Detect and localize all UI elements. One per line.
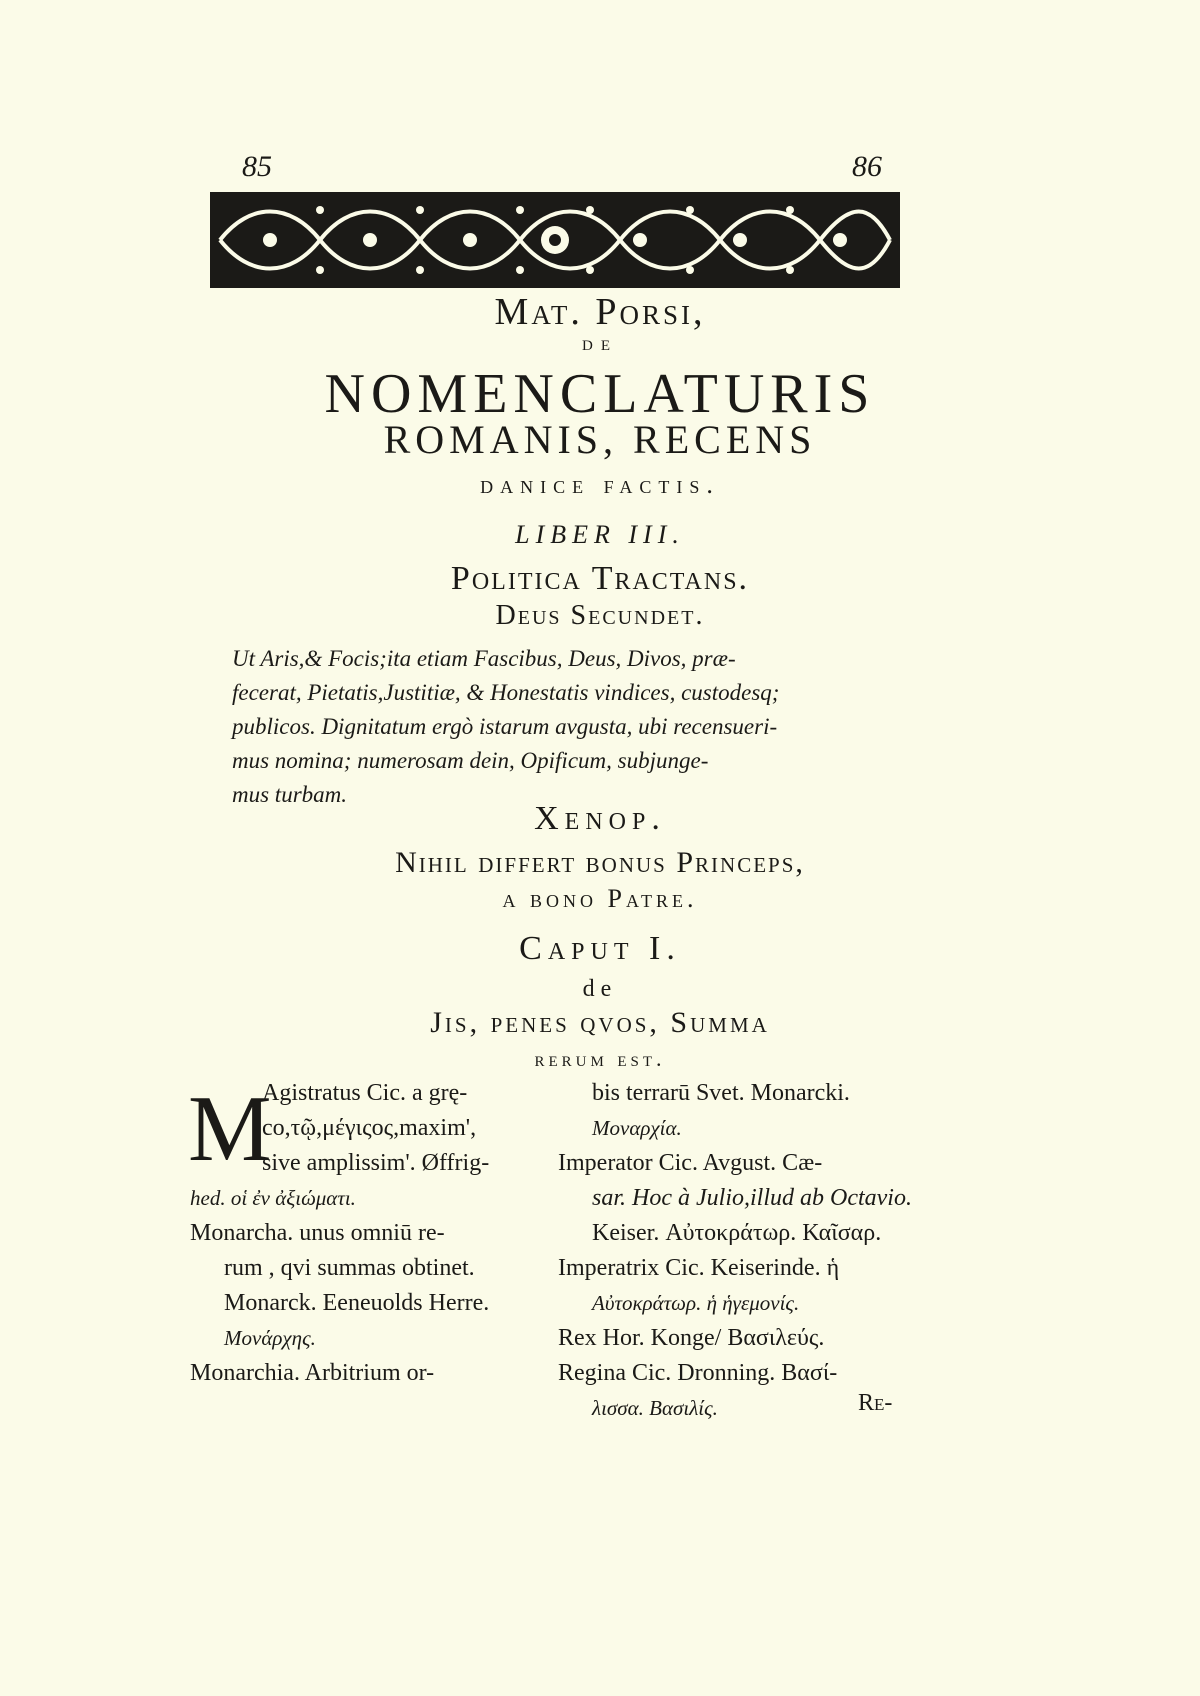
main-title: NOMENCLATURIS bbox=[324, 363, 876, 425]
ornamental-headband bbox=[210, 192, 900, 288]
subtitle: ROMANIS, RECENS bbox=[383, 417, 817, 462]
dictionary-line: Regina Cic. Dronning. Βασί- bbox=[558, 1360, 838, 1386]
intro-line: mus turbam. bbox=[232, 782, 348, 807]
danice-line: danice factis. bbox=[480, 470, 720, 499]
dictionary-line: Μονάρχης. bbox=[224, 1326, 316, 1350]
dictionary-line: Rex Hor. Konge/ Βασιλεύς. bbox=[558, 1325, 825, 1351]
author-line: Mat. Porsi, bbox=[494, 291, 706, 333]
dictionary-line: Monarck. Eeneuolds Herre. bbox=[224, 1290, 490, 1316]
dictionary-line: Imperator Cic. Avgust. Cæ- bbox=[558, 1150, 823, 1176]
intro-line: mus nomina; numerosam dein, Opificum, subjunge- bbox=[232, 748, 709, 773]
dropcap-letter: M bbox=[188, 1077, 272, 1181]
dictionary-line: Keiser. Αὐτοκράτωρ. Καῖσαρ. bbox=[592, 1220, 882, 1246]
caput-heading: Caput I. bbox=[519, 930, 681, 967]
quote-line-2: a bono Patre. bbox=[502, 884, 698, 913]
dictionary-line: rum , qvi summas obtinet. bbox=[224, 1255, 475, 1281]
dropcap-line: co,τῷ,μέγιςος,maxim', bbox=[262, 1115, 477, 1141]
dictionary-line: sar. Hoc à Julio,illud ab Octavio. bbox=[592, 1185, 912, 1211]
folio-left: 85 bbox=[242, 150, 272, 183]
dictionary-line: Imperatrix Cic. Keiserinde. ἡ bbox=[558, 1255, 840, 1281]
deus-line: Deus Secundet. bbox=[495, 600, 705, 631]
quote-line-1: Nihil differt bonus Princeps, bbox=[395, 846, 805, 879]
caput-de: de bbox=[582, 976, 618, 1002]
intro-paragraph bbox=[232, 642, 882, 812]
folio-right: 86 bbox=[852, 150, 882, 183]
dictionary-line: Αὐτοκράτωρ. ἡ ἡγεμονίς. bbox=[592, 1291, 800, 1315]
dropcap-line: sive amplissim'. Øffrig- bbox=[262, 1150, 490, 1176]
intro-line: Ut Aris,& Focis;ita etiam Fascibus, Deus, Divos, præ- bbox=[232, 646, 736, 671]
dictionary-line: Monarchia. Arbitrium or- bbox=[190, 1360, 435, 1386]
dictionary-line: λισσα. Βασιλίς. bbox=[592, 1396, 718, 1420]
caput-title-2: rerum est. bbox=[534, 1046, 666, 1071]
catchword: Re- bbox=[858, 1390, 893, 1416]
dictionary-line: Monarcha. unus omniū re- bbox=[190, 1220, 445, 1246]
left-column bbox=[190, 1076, 550, 1391]
quote-author: Xenop. bbox=[534, 800, 666, 837]
dropcap-line: Agistratus Cic. a grę- bbox=[262, 1080, 468, 1106]
caput-title-1: Jis, penes qvos, Summa bbox=[430, 1006, 770, 1039]
title-de: de bbox=[582, 330, 618, 355]
dictionary-line: bis terrarū Svet. Monarcki. bbox=[592, 1080, 850, 1106]
dictionary-line: Μοναρχία. bbox=[592, 1116, 682, 1140]
intro-line: publicos. Dignitatum ergò istarum avgusta, ubi recensueri- bbox=[232, 714, 778, 739]
dropcap-block bbox=[190, 1076, 550, 1181]
liber-heading: LIBER III. bbox=[515, 520, 685, 549]
intro-line: fecerat, Pietatis,Justitiæ, & Honestatis vindices, custodesq; bbox=[232, 680, 780, 705]
dictionary-line: hed. οἱ ἐν ἀξιώματι. bbox=[190, 1186, 356, 1210]
right-column bbox=[558, 1076, 918, 1426]
politica-line: Politica Tractans. bbox=[450, 560, 750, 597]
